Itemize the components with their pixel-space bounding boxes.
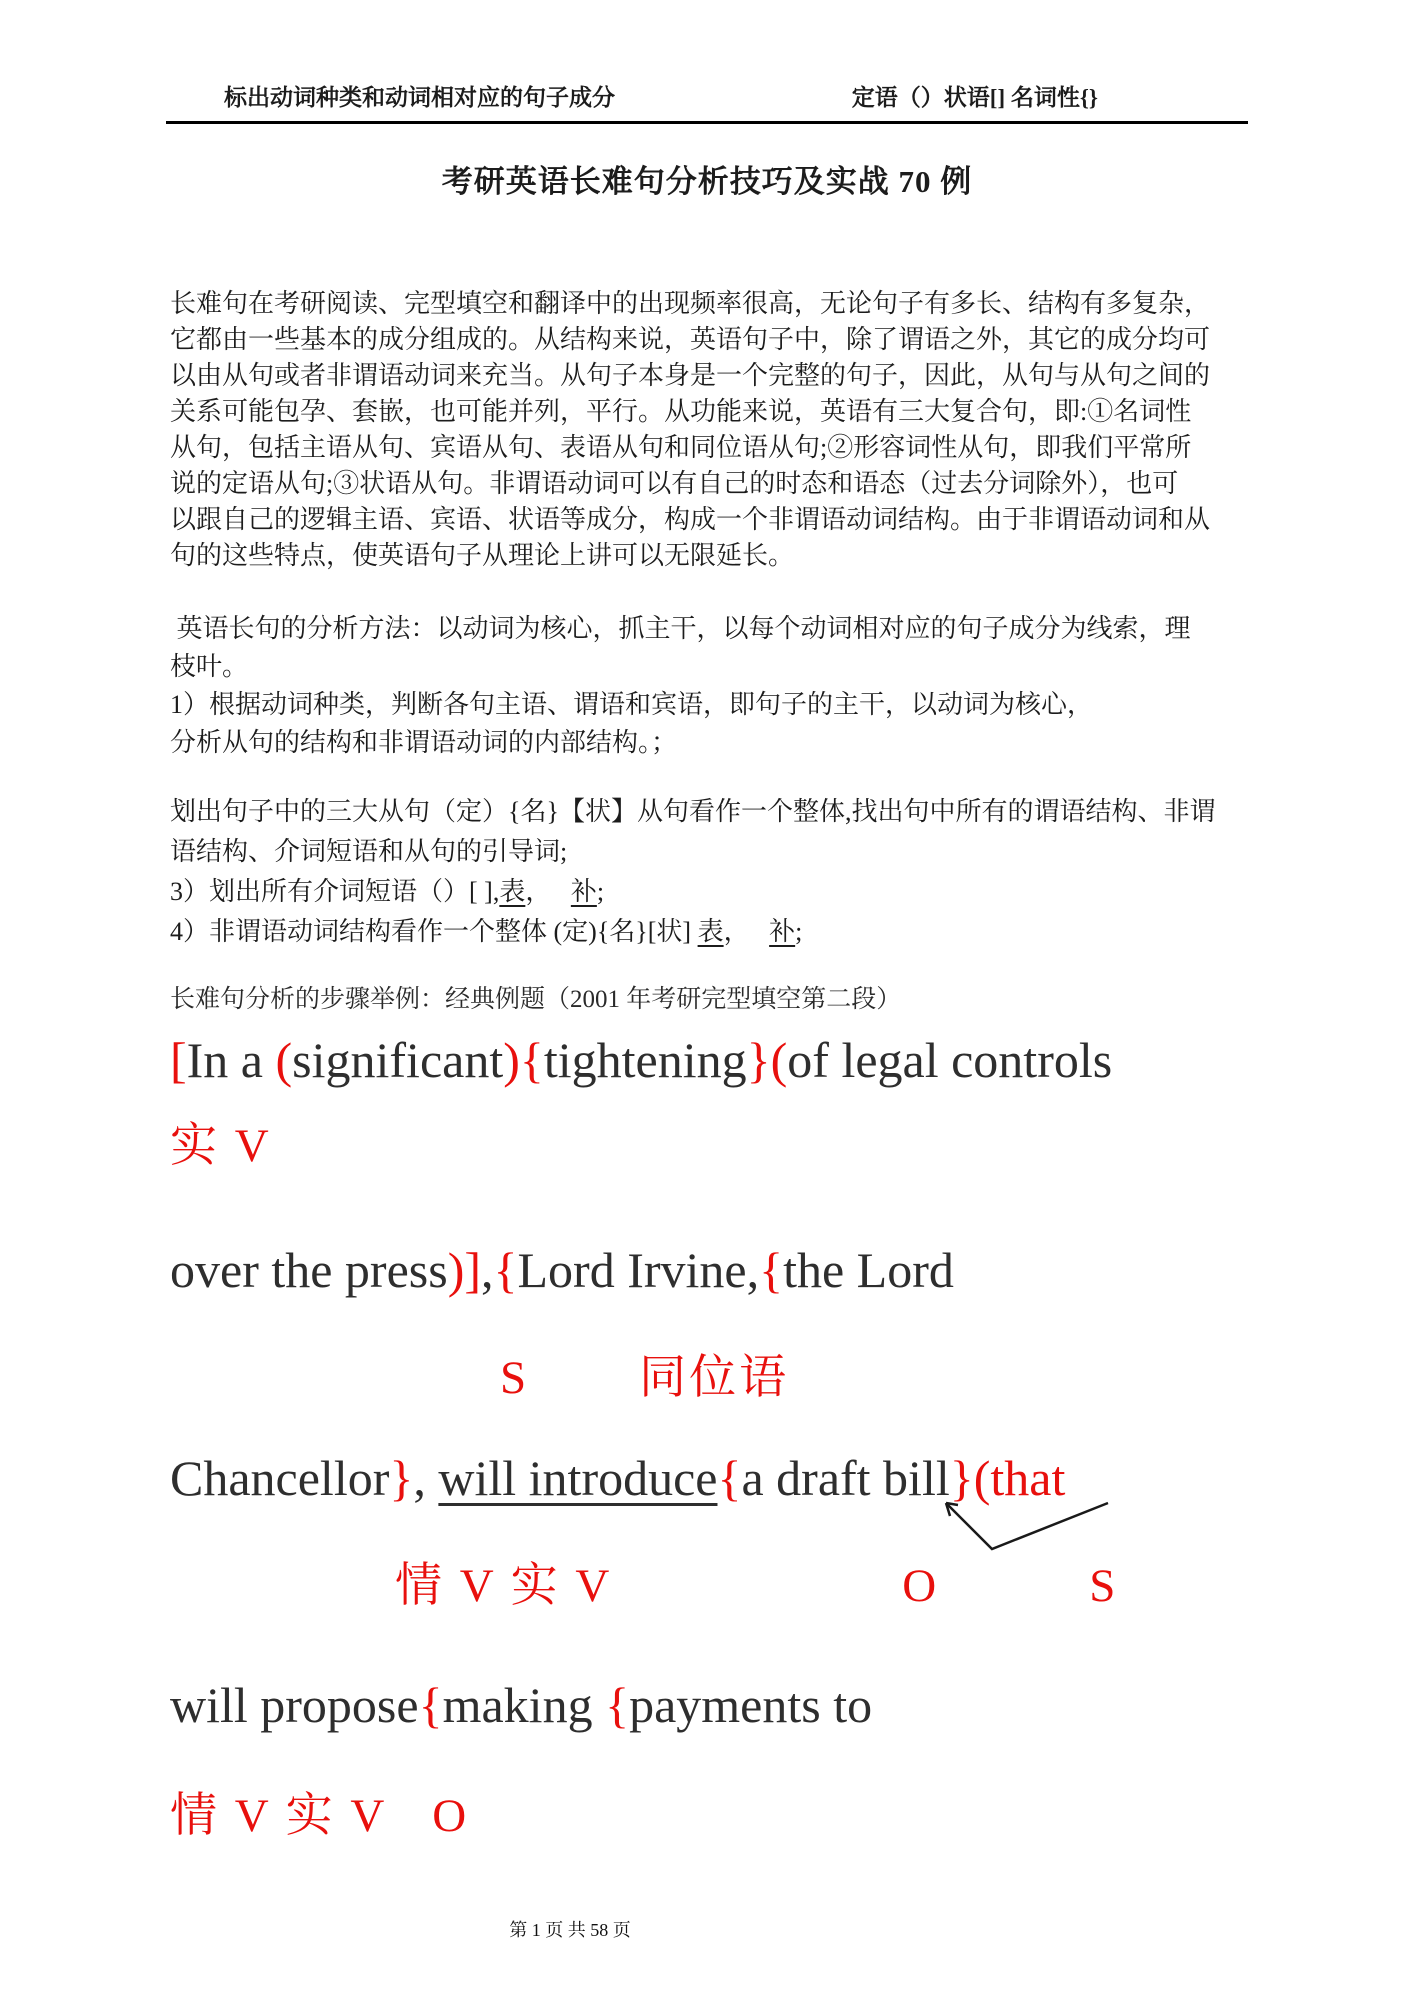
red-annotation-text: S xyxy=(1089,1560,1119,1612)
text-segment: 枝叶。 xyxy=(170,652,249,681)
text-segment xyxy=(551,877,571,906)
red-annotation-text: { xyxy=(759,1242,784,1298)
text-segment: 说的定语从句;③状语从句。非谓语动词可以有自己的时态和语态（过去分词除外），也可 xyxy=(170,469,1179,498)
body-line xyxy=(170,686,1260,724)
text-segment: 以由从句或者非谓语动词来充当。从句子本身是一个完整的句子，因此，从句与从句之间的 xyxy=(170,361,1211,390)
text-segment: 以跟自己的逻辑主语、宾语、状语等成分，构成一个非谓语动词结构。由于非谓语动词和从 xyxy=(170,505,1211,534)
red-annotation-text: (that xyxy=(973,1450,1066,1506)
text-segment: 句的这些特点，使英语句子从理论上讲可以无限延长。 xyxy=(170,541,795,570)
underlined-text: 补 xyxy=(769,917,796,946)
text-segment: 分析从句的结构和非谓语动词的内部结构。； xyxy=(170,728,678,757)
red-annotation-text: { xyxy=(493,1242,518,1298)
red-annotation-text: [ xyxy=(170,1032,187,1088)
red-annotation-text: ( xyxy=(275,1032,293,1088)
text-segment: Lord Irvine, xyxy=(517,1242,760,1298)
red-annotation-text: O xyxy=(432,1790,470,1842)
red-annotation-text: 实 V xyxy=(170,1120,272,1172)
text-segment: 划出句子中的三大从句（定）{名}【状】从句看作一个整体,找出句中所有的谓语结构、非谓 xyxy=(170,797,1216,826)
text-segment xyxy=(750,917,770,946)
page-number: 第 1 页 共 58 页 xyxy=(509,1920,631,1940)
body-line xyxy=(170,466,1260,502)
header-right-text: 定语（）状语[] 名词性{} xyxy=(851,85,1098,110)
body-line xyxy=(170,610,1260,648)
red-annotation-text: 情 V 实 V xyxy=(395,1560,613,1612)
page-header xyxy=(166,84,1248,124)
text-segment: 长难句分析的步骤举例：经典例题（2001 年考研完型填空第二段） xyxy=(170,986,902,1013)
red-annotation-text: { xyxy=(418,1677,443,1733)
method-paragraph xyxy=(170,610,1260,762)
text-segment: , xyxy=(413,1450,439,1506)
sentence-line xyxy=(170,1030,1112,1090)
red-annotation-text: { xyxy=(605,1677,630,1733)
red-annotation-text: { xyxy=(717,1450,742,1506)
body-line xyxy=(170,912,1260,952)
page-title: 考研英语长难句分析技巧及实战 70 例 xyxy=(441,164,973,199)
text-segment: ; xyxy=(596,877,605,906)
text-segment: 英语长句的分析方法：以动词为核心，抓主干，以每个动词相对应的句子成分为线索，理 xyxy=(170,614,1191,643)
body-line xyxy=(170,358,1260,394)
text-segment: , xyxy=(481,1242,494,1298)
text-segment: 语结构、介词短语和从句的引导词; xyxy=(170,837,568,866)
underlined-text: 表 xyxy=(697,917,724,946)
annotation-line xyxy=(170,1556,1118,1616)
body-line xyxy=(170,502,1260,538)
annotation-line xyxy=(170,1348,789,1408)
red-annotation-text: { xyxy=(519,1032,544,1088)
text-segment: a draft bill xyxy=(741,1450,950,1506)
text-segment: 它都由一些基本的成分组成的。从结构来说，英语句子中，除了谓语之外，其它的成分均可 xyxy=(170,325,1211,354)
text-segment: tightening xyxy=(543,1032,747,1088)
annotation-line xyxy=(170,1116,272,1176)
body-line xyxy=(170,648,1260,686)
red-annotation-text: )] xyxy=(447,1242,481,1298)
sentence-line xyxy=(170,1240,954,1300)
body-line xyxy=(170,792,1260,832)
red-annotation-text: S xyxy=(500,1352,530,1404)
body-line xyxy=(170,538,1260,574)
text-segment: significant xyxy=(292,1032,504,1088)
text-segment: Chancellor xyxy=(170,1450,390,1506)
header-left-text: 标出动词种类和动词相对应的句子成分 xyxy=(224,85,615,110)
body-line xyxy=(170,394,1260,430)
red-annotation-text: 同位语 xyxy=(639,1352,790,1404)
text-segment: the Lord xyxy=(783,1242,954,1298)
body-line xyxy=(170,724,1260,762)
body-line xyxy=(170,322,1260,358)
text-segment: will propose xyxy=(170,1677,419,1733)
body-line xyxy=(170,286,1260,322)
red-annotation-text: O xyxy=(902,1560,940,1612)
example-caption xyxy=(170,982,1260,1018)
text-segment: of legal controls xyxy=(787,1032,1113,1088)
text-segment: making xyxy=(442,1677,606,1733)
text-segment: ， xyxy=(723,917,750,946)
annotation-line xyxy=(170,1786,469,1846)
text-segment: ; xyxy=(795,917,803,946)
text-segment: 1）根据动词种类，判断各句主语、谓语和宾语，即句子的主干，以动词为核心， xyxy=(170,690,1094,719)
red-annotation-text: } xyxy=(746,1032,771,1088)
body-line xyxy=(170,872,1260,912)
body-line xyxy=(170,430,1260,466)
text-segment: 关系可能包孕、套嵌，也可能并列，平行。从功能来说，英语有三大复合句，即:①名词性 xyxy=(170,397,1192,426)
text-segment: over the press xyxy=(170,1242,448,1298)
body-line xyxy=(170,982,1260,1018)
red-annotation-text: ( xyxy=(770,1032,788,1088)
red-annotation-text: 情 V 实 V xyxy=(170,1790,388,1842)
sentence-line xyxy=(170,1675,872,1735)
underlined-text: will introduce xyxy=(438,1450,718,1506)
text-segment: 从句，包括主语从句、宾语从句、表语从句和同位语从句;②形容词性从句，即我们平常所 xyxy=(170,433,1192,462)
intro-paragraph xyxy=(170,286,1260,574)
underlined-text: 表 xyxy=(499,877,526,906)
underlined-text: 补 xyxy=(570,877,597,906)
text-segment: 4）非谓语动词结构看作一个整体 (定){名}[状] xyxy=(170,917,698,946)
red-annotation-text: ) xyxy=(503,1032,520,1088)
body-line xyxy=(170,832,1260,872)
text-segment: 3）划出所有介词短语（）[ ], xyxy=(170,877,500,906)
steps-paragraph xyxy=(170,792,1260,952)
text-segment: ， xyxy=(525,877,552,906)
red-annotation-text: } xyxy=(389,1450,414,1506)
text-segment: In a xyxy=(186,1032,276,1088)
pointer-arrow xyxy=(930,1495,1115,1559)
text-segment: payments to xyxy=(629,1677,873,1733)
text-segment: 长难句在考研阅读、完型填空和翻译中的出现频率很高，无论句子有多长、结构有多复杂， xyxy=(170,289,1211,318)
red-annotation-text: } xyxy=(949,1450,974,1506)
